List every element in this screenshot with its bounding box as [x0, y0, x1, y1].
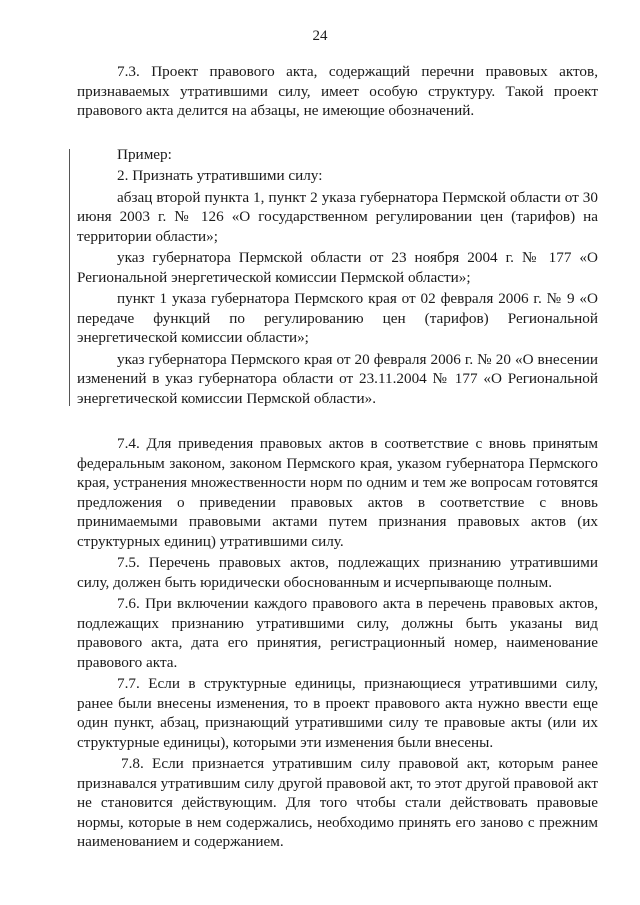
paragraph-7-4: 7.4. Для приведения правовых актов в соответствие с вновь принятым федеральным законом, законом Пермского края, указом губернатора Пермского края, устранения множественности норм по одним и тем же вопросам готовятся предложения о приведении правовых актов в соответствие с вновь принимаемыми правовыми актами путем признания правовых актов (их структурных единиц) утратившими силу. [77, 435, 598, 550]
paragraph-7-8: 7.8. Если признается утратившим силу правовой акт, которым ранее признавался утратившим силу другой правовой акт, то этот другой правовой акт не становится действующим. Для того чтобы стали действовать правовые нормы, которые в нем содержались, необходимо принять его заново с прежним наименованием и содержанием. [77, 755, 598, 850]
example-line: абзац второй пункта 1, пункт 2 указа губернатора Пермской области от 30 июня 2003 г. № 126 «О государственном регулировании цен (тарифов) на территории области»; [77, 188, 598, 245]
document-body [77, 62, 598, 854]
example-line: указ губернатора Пермской области от 23 ноября 2004 г. № 177 «О Региональной энергетической комиссии Пермской области»; [77, 249, 598, 286]
paragraph-7-3: 7.3. Проект правового акта, содержащий перечни правовых актов, признаваемых утратившими силу, имеет особую структуру. Такой проект правового акта делится на абзацы, не имеющие обозначений. [77, 63, 598, 119]
example-block [77, 145, 598, 409]
section-list [77, 434, 598, 752]
spacer [77, 410, 598, 434]
example-margin-line [69, 149, 70, 407]
section-7-8-wrap [77, 754, 598, 852]
page-number: 24 [312, 28, 328, 44]
paragraph-7-7: 7.7. Если в структурные единицы, признающиеся утратившими силу, ранее были внесены изменения, то в проект правового акта нужно ввести еще один пункт, абзац, признающий утратившими силу те правовые акты (или их структурные единицы), которыми эти изменения были внесены. [77, 675, 598, 751]
example-line: пункт 1 указа губернатора Пермского края от 02 февраля 2006 г. № 9 «О передаче функций по регулированию цен (тарифов) Региональной энергетической комиссии области»; [77, 290, 598, 346]
example-line: указ губернатора Пермского края от 20 февраля 2006 г. № 20 «О внесении изменений в указ губернатора области от 23.11.2004 № 177 «О Региональной энергетической комиссии Пермской области». [77, 350, 598, 407]
example-label: Пример: [117, 145, 172, 163]
paragraph-7-5: 7.5. Перечень правовых актов, подлежащих признанию утратившими силу, должен быть юридически обоснованным и исчерпывающе полным. [77, 554, 598, 591]
paragraph-7-6: 7.6. При включении каждого правового акта в перечень правовых актов, подлежащих признанию утратившими силу, должны быть указаны вид правового акта, дата его принятия, регистрационный номер, наименование правового акта. [77, 595, 598, 671]
example-item-title: 2. Признать утратившими силу: [117, 167, 323, 184]
